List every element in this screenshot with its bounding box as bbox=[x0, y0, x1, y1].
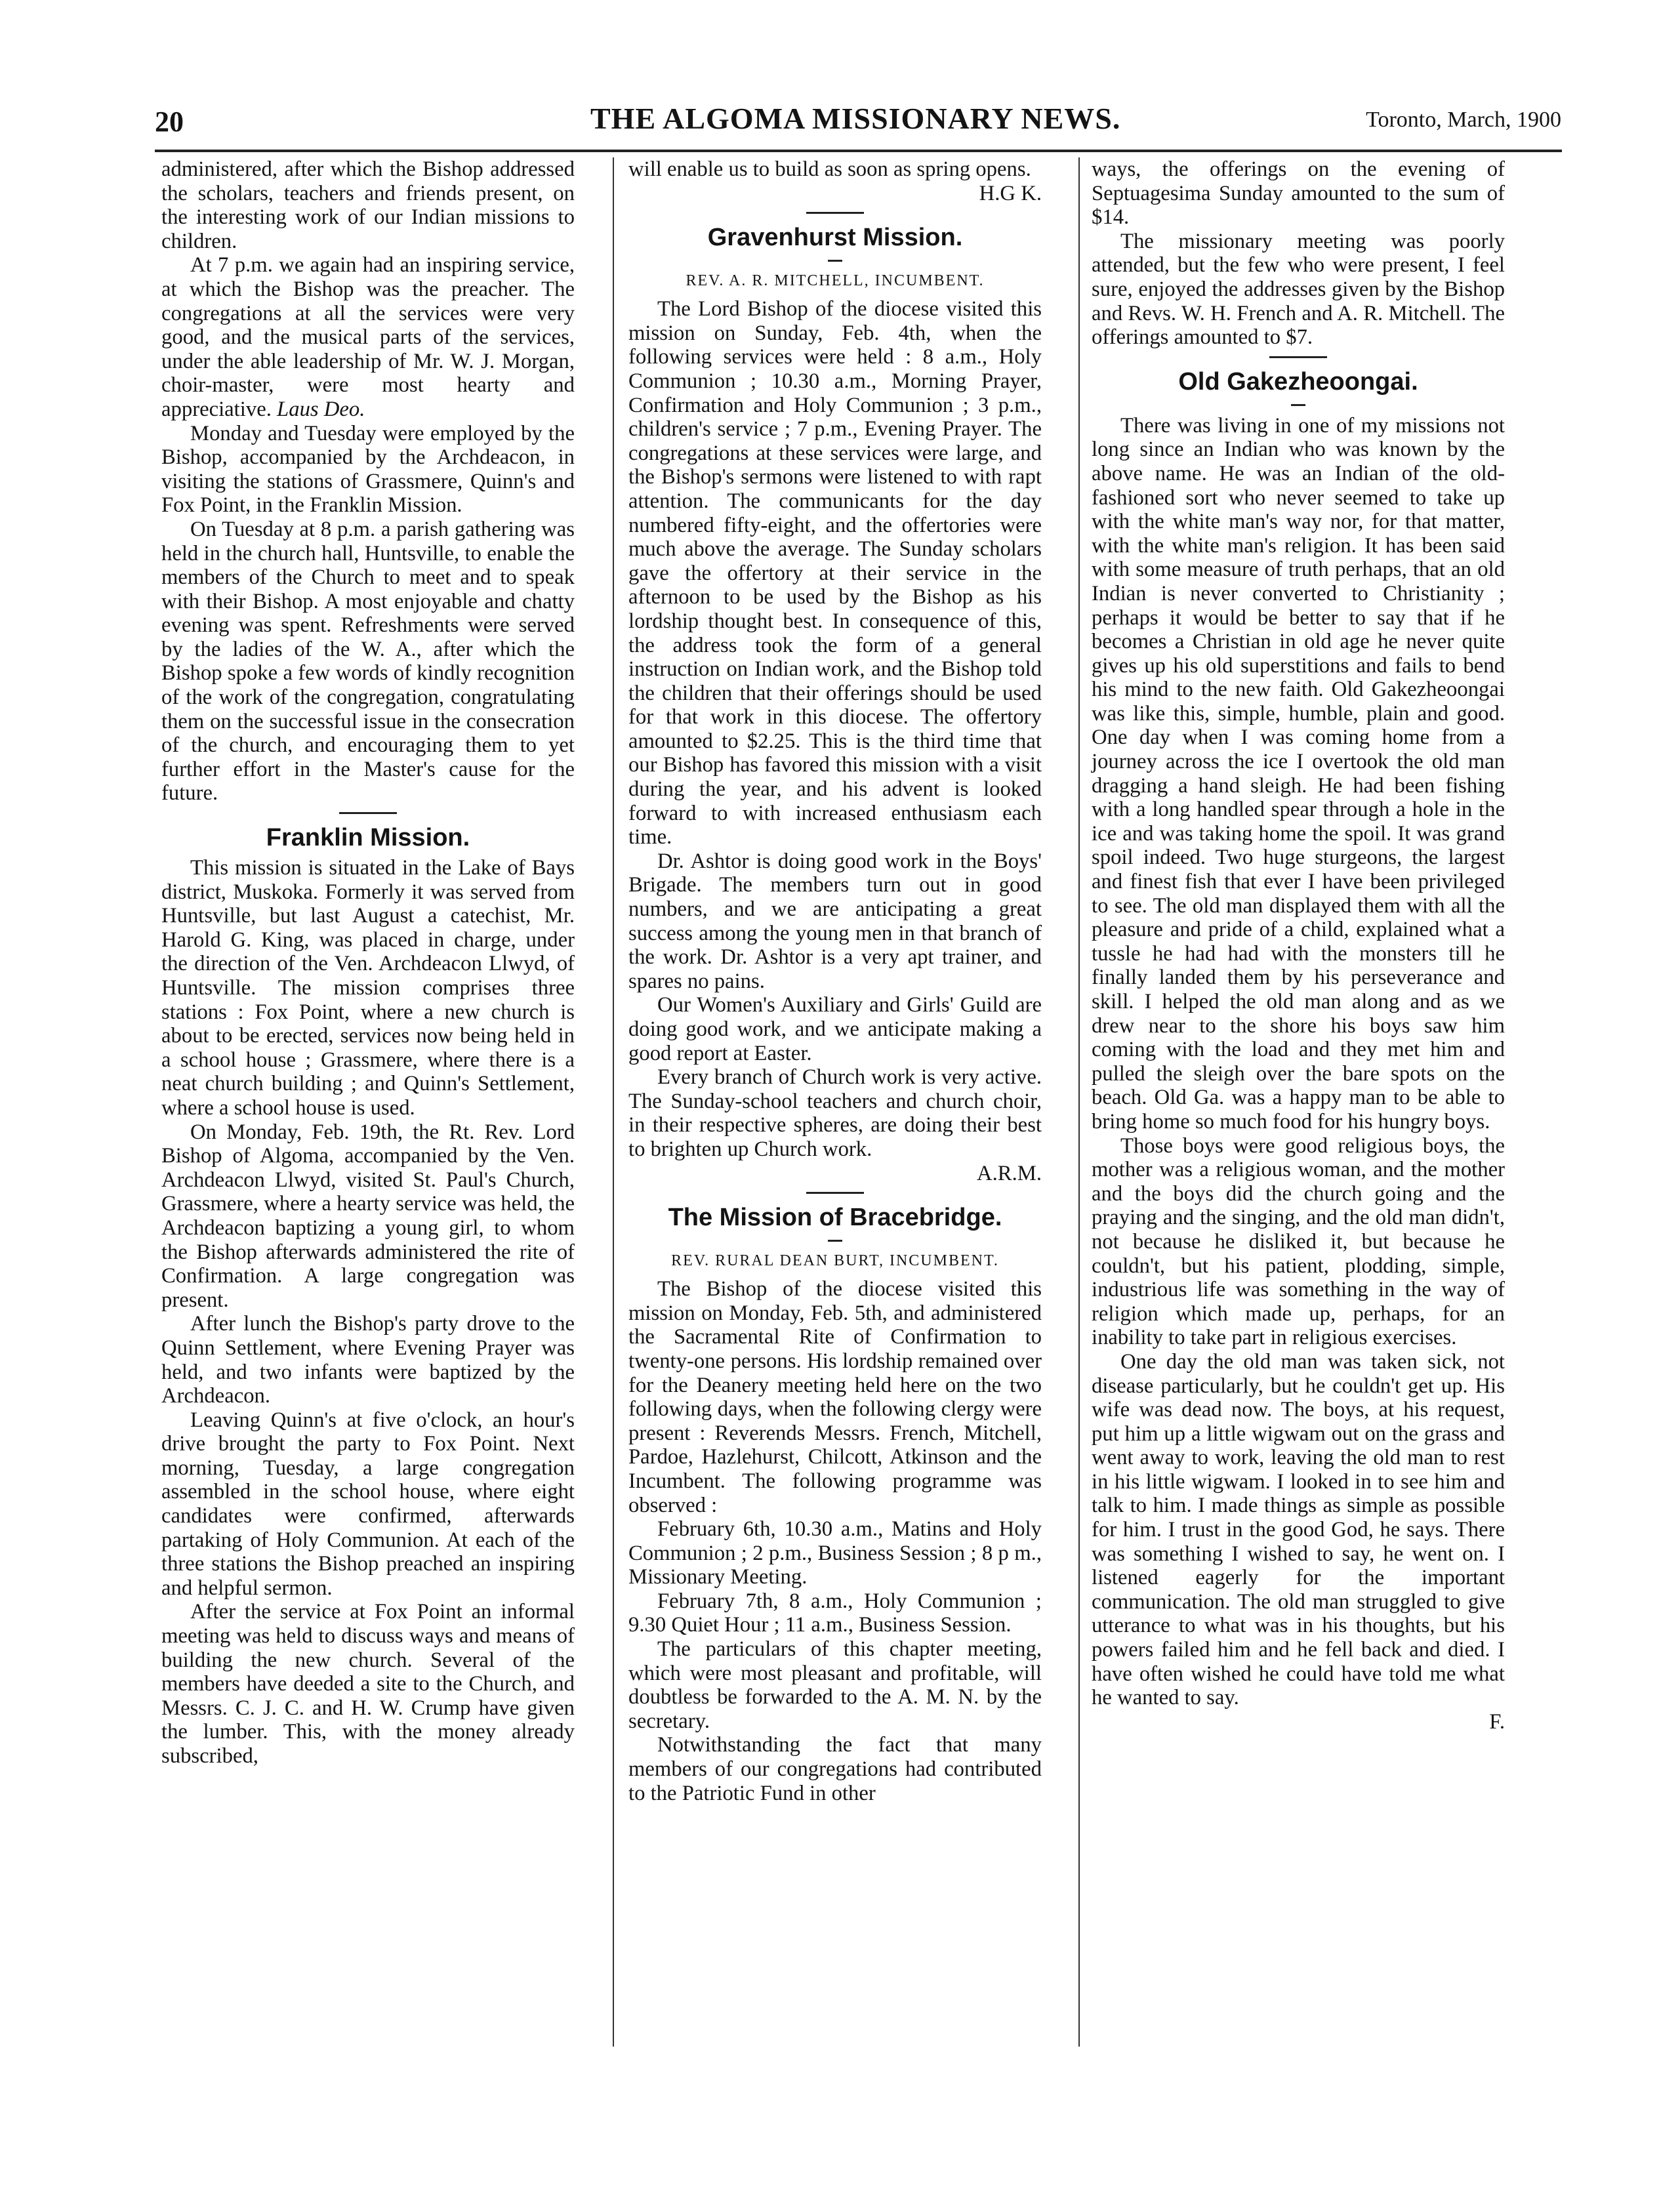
paragraph: On Monday, Feb. 19th, the Rt. Rev. Lord Bishop of Algoma, accompanied by the Ven. Archdeacon Llwyd, visited St. Paul's Church, Grassmere, where a hearty service was held, the Archdeacon baptizing a young girl, to whom the Bishop afterwards administered the rite of Confirmation. A large congregation was present. bbox=[161, 1120, 575, 1312]
dateline: Toronto, March, 1900 bbox=[1366, 108, 1561, 132]
masthead-title: THE ALGOMA MISSIONARY NEWS. bbox=[590, 102, 1121, 135]
column-1 bbox=[161, 157, 575, 1768]
paragraph: will enable us to build as soon as spring opens. bbox=[628, 157, 1031, 181]
section-rule bbox=[1269, 356, 1327, 358]
paragraph: Those boys were good religious boys, the mother was a religious woman, and the mother and the boys did the church going and the praying and the singing, and the old man didn't, not because he disliked it, but because he couldn't, but his patient, plodding, simple, industrious life was something in the way of religion which made up, perhaps, for an inability to take part in religious exercises. bbox=[1092, 1133, 1505, 1350]
paragraph: The particulars of this chapter meeting, which were most pleasant and profitable, will doubtless be forwarded to the A. M. N. by the secretary. bbox=[628, 1637, 1042, 1733]
paragraph: This mission is situated in the Lake of Bays district, Muskoka. Formerly it was served from Huntsville, but last August a catechist, Mr. Harold G. King, was placed in charge, under the direction of the Ven. Archdeacon Llwyd, of Huntsville. The mission comprises three stations : Fox Point, where a new church is about to be erected, services now being held in a school house ; Grassmere, where there is a neat church building ; and Quinn's Settlement, where a school house is used. bbox=[161, 856, 575, 1120]
page-number: 20 bbox=[155, 106, 184, 138]
paragraph: Notwithstanding the fact that many members of our congregations had contributed to the Patriotic Fund in other bbox=[628, 1733, 1042, 1805]
heading-dash bbox=[1291, 404, 1305, 406]
paragraph: Our Women's Auxiliary and Girls' Guild are doing good work, and we anticipate making a good report at Easter. bbox=[628, 993, 1042, 1065]
header-rule bbox=[155, 150, 1562, 152]
paragraph: After the service at Fox Point an informal meeting was held to discuss ways and means of building the new church. Several of the members have deeded a site to the Church, and Messrs. C. J. C. and H. W. Crump have given the lumber. This, with the money already subscribed, bbox=[161, 1600, 575, 1768]
signature: F. bbox=[1489, 1709, 1505, 1734]
incumbent-line: REV. RURAL DEAN BURT, INCUMBENT. bbox=[671, 1252, 999, 1270]
page-header bbox=[0, 98, 1680, 151]
paragraph: One day the old man was taken sick, not disease particularly, but he couldn't get up. His wife was dead now. The boys, at his request, put him up a little wigwam out on the grass and went away to work, leaving the old man to rest in his little wigwam. I looked in to see him and talk to him. I made things as simple as possible for him. I trust in the good God, he says. There was something I wished to say, he went on. I listened eagerly for the important communication. The old man struggled to give utterance to what was in his thoughts, but his powers failed him and he fell back and died. I have often wished he could have told me what he wanted to say. bbox=[1092, 1349, 1505, 1710]
column-divider bbox=[613, 157, 614, 2047]
section-rule bbox=[339, 812, 397, 814]
paragraph: There was living in one of my missions not long since an Indian who was known by the above name. He was an Indian of the old-fashioned sort who never seemed to take up with the white man's way nor, for that matter, with the white man's religion. It has been said with some measure of truth perhaps, that an old Indian is never converted to Christianity ; perhaps it would be better to say that if he becomes a Christian in old age he never quite gives up his old superstitions and fails to bend his mind to the new faith. Old Gakezheoongai was like this, simple, humble, plain and good. One day when I was coming home from a journey across the ice I overtook the old man dragging a hand sleigh. He had been fishing with a long handled spear through a hole in the ice and was taking home the spoil. It was grand spoil indeed. Two huge sturgeons, the largest and finest fish that ever I have been privileged to see. The old man displayed them with all the pleasure and pride of a child, explained what a tussle he had had with the monsters till he finally landed them by his perseverance and skill. I helped the old man along and as we drew near to the shore his boys saw him coming with the load and they met him and pulled the sleigh over the bare spots on the beach. Old Ga. was a happy man to be able to bring home so much food for his hungry boys. bbox=[1092, 413, 1505, 1133]
paragraph: Monday and Tuesday were employed by the Bishop, accompanied by the Archdeacon, in visiting the stations of Grassmere, Quinn's and Fox Point, in the Franklin Mission. bbox=[161, 421, 575, 518]
paragraph: The Lord Bishop of the diocese visited this mission on Sunday, Feb. 4th, when the following services were held : 8 a.m., Holy Communion ; 10.30 a.m., Morning Prayer, Confirmation and Holy Communion ; 3 p.m., children's service ; 7 p.m., Evening Prayer. The congregations at these services were large, and the Bishop's sermons were listened to with rapt attention. The communicants for the day numbered fifty-eight, and the offertories were much above the average. The Sunday scholars gave the offertory at their service in the afternoon to be used by the Bishop as his lordship thought best. In consequence of this, the address took the form of a general instruction on Indian work, and the Bishop told the children that their offerings should be used for that work in this diocese. The offertory amounted to $2.25. This is the third time that our Bishop has favored this mission with a visit during the year, and his advent is looked forward to with increased enthusiasm each time. bbox=[628, 297, 1042, 849]
paragraph-text: At 7 p.m. we again had an inspiring service, at which the Bishop was the preacher. The congregations at all the services were very good, and the musical parts of the services, under the able leadership of Mr. W. J. Morgan, choir-master, were most hearty and appreciative. bbox=[161, 253, 575, 421]
section-heading: Gravenhurst Mission. bbox=[707, 224, 963, 252]
section-heading: Franklin Mission. bbox=[266, 824, 470, 852]
heading-dash bbox=[828, 260, 842, 262]
paragraph: February 7th, 8 a.m., Holy Communion ; 9.30 Quiet Hour ; 11 a.m., Business Session. bbox=[628, 1589, 1042, 1637]
paragraph: Leaving Quinn's at five o'clock, an hour's drive brought the party to Fox Point. Next morning, Tuesday, a large congregation assembled in the school house, where eight candidates were confirmed, afterwards partaking of Holy Communion. At each of the three stations the Bishop preached an inspiring and helpful sermon. bbox=[161, 1408, 575, 1600]
paragraph: administered, after which the Bishop addressed the scholars, teachers and friends present, on the interesting work of our Indian missions to children. bbox=[161, 157, 575, 253]
signature: A.R.M. bbox=[977, 1161, 1042, 1185]
paragraph: Dr. Ashtor is doing good work in the Boys' Brigade. The members turn out in good numbers, and we are anticipating a great success among the young men in that branch of the work. Dr. Ashtor is a very apt trainer, and spares no pains. bbox=[628, 849, 1042, 993]
column-divider bbox=[1078, 157, 1080, 2047]
paragraph-italic: Laus Deo. bbox=[277, 397, 365, 421]
paragraph: Every branch of Church work is very active. The Sunday-school teachers and church choir, in their respective spheres, are doing their best to brighten up Church work. bbox=[628, 1065, 1042, 1161]
paragraph bbox=[161, 253, 575, 421]
heading-dash bbox=[828, 1240, 842, 1242]
paragraph: ways, the offerings on the evening of Septuagesima Sunday amounted to the sum of $14. bbox=[1092, 157, 1505, 230]
signature: H.G K. bbox=[979, 181, 1042, 205]
section-heading: The Mission of Bracebridge. bbox=[668, 1204, 1002, 1232]
column-3 bbox=[1092, 157, 1505, 1734]
paragraph: The missionary meeting was poorly attended, but the few who were present, I feel sure, enjoyed the addresses given by the Bishop and Revs. W. H. French and A. R. Mitchell. The offerings amounted to $7. bbox=[1092, 229, 1505, 350]
section-rule bbox=[806, 212, 864, 214]
paragraph: The Bishop of the diocese visited this mission on Monday, Feb. 5th, and administered the Sacramental Rite of Confirmation to twenty-one persons. His lordship remained over for the Deanery meeting held here on the two following days, when the following clergy were present : Reverends Messrs. French, Mitchell, Pardoe, Hazlehurst, Chilcott, Atkinson and the Incumbent. The following programme was observed : bbox=[628, 1277, 1042, 1517]
section-rule bbox=[806, 1192, 864, 1194]
paragraph: After lunch the Bishop's party drove to the Quinn Settlement, where Evening Prayer was held, and two infants were baptized by the Archdeacon. bbox=[161, 1312, 575, 1408]
paragraph: On Tuesday at 8 p.m. a parish gathering was held in the church hall, Huntsville, to enable the members of the Church to meet and to speak with their Bishop. A most enjoyable and chatty evening was spent. Refreshments were served by the ladies of the W. A., after which the Bishop spoke a few words of kindly recognition of the work of the congregation, congratulating them on the successful issue in the consecration of the church, and encouraging them to yet further effort in the Master's cause for the future. bbox=[161, 517, 575, 806]
column-2 bbox=[628, 157, 1042, 1805]
paragraph: February 6th, 10.30 a.m., Matins and Holy Communion ; 2 p.m., Business Session ; 8 p m., Missionary Meeting. bbox=[628, 1517, 1042, 1589]
section-heading: Old Gakezheoongai. bbox=[1178, 367, 1418, 396]
incumbent-line: REV. A. R. MITCHELL, INCUMBENT. bbox=[686, 272, 985, 290]
